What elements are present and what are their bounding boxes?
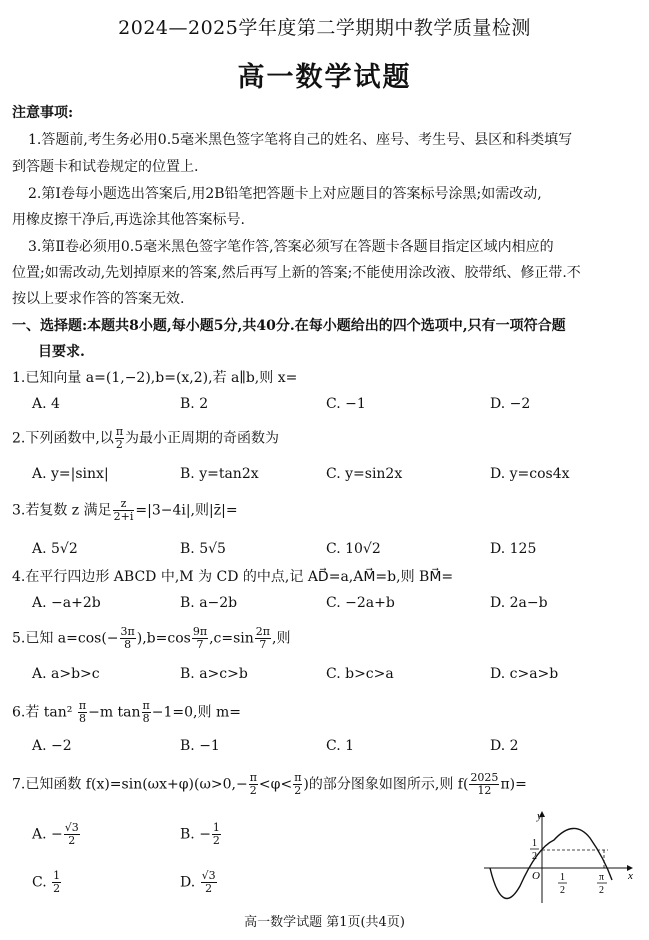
q1-option-c: C. −1 <box>326 396 366 412</box>
q1-option-b: B. 2 <box>180 396 209 412</box>
notes-heading: 注意事项: <box>12 105 74 121</box>
q4-option-b: B. a−2b <box>180 595 238 611</box>
section-1-heading-cont: 目要求. <box>38 344 85 360</box>
q7-function-graph <box>482 808 642 906</box>
q3-option-b: B. 5√5 <box>180 541 226 557</box>
q2-option-b: B. y=tan2x <box>180 466 259 482</box>
q2-option-a: A. y=|sinx| <box>32 466 109 482</box>
q4-stem: 4.在平行四边形 ABCD 中,M 为 CD 的中点,记 AD⃗=a,AM⃗=b,则 BM⃗= <box>12 569 454 585</box>
q6-option-a: A. −2 <box>32 738 72 754</box>
q1-option-a: A. 4 <box>32 396 60 412</box>
q4-option-a: A. −a+2b <box>32 595 101 611</box>
q5-stem: 5.已知 a=cos(− $\frac{3\pi}{8}$ ),b=cos $\frac{9\pi}{7}$ ,c=sin $\frac{2\pi}{7}$ ,则 <box>12 625 291 651</box>
x-tick1-den: 2 <box>560 885 565 896</box>
exam-title: 2024—2025学年度第二学期期中教学质量检测 <box>118 17 531 39</box>
q5-option-c: C. b>c>a <box>326 666 394 682</box>
q7-option-d: D. $\frac{√3}{2}$ <box>180 869 216 895</box>
note-2-line-2: 用橡皮擦干净后,再选涂其他答案标号. <box>12 212 245 228</box>
q3-option-c: C. 10√2 <box>326 541 381 557</box>
y-axis-label: y <box>537 810 542 822</box>
q7-stem: 7.已知函数 f(x)=sin(ωx+φ)(ω>0,− $\frac{\pi}{2}$ <φ< $\frac{\pi}{2}$ )的部分图象如图所示,则 f( $\frac{2025}{12}$ π)= <box>12 771 527 797</box>
q4-option-d: D. 2a−b <box>490 595 548 611</box>
q7-option-b: B. − $\frac{1}{2}$ <box>180 821 220 847</box>
q2-frac: $\frac{\pi}{2}$ <box>115 425 124 451</box>
q1-option-d: D. −2 <box>490 396 531 412</box>
q3-option-d: D. 125 <box>490 541 537 557</box>
subject-title: 高一数学试题 <box>237 62 412 93</box>
q7-option-a: A. − $\frac{√3}{2}$ <box>32 821 79 847</box>
origin-label: O <box>532 870 540 882</box>
note-1-line-1: 1.答题前,考生务必用0.5毫米黑色签字笔将自己的姓名、座号、考生号、县区和科类填写 <box>28 132 573 148</box>
q5-option-d: D. c>a>b <box>490 666 559 682</box>
y-tick-den: 2 <box>532 851 537 862</box>
note-3-line-1: 3.第Ⅱ卷必须用0.5毫米黑色签字笔作答,答案必须写在答题卡各题目指定区域内相应的 <box>28 239 554 255</box>
q6-stem: 6.若 tan² $\frac{\pi}{8}$ −m tan $\frac{\pi}{8}$ −1=0,则 m= <box>12 699 241 725</box>
q4-option-c: C. −2a+b <box>326 595 395 611</box>
q6-option-b: B. −1 <box>180 738 220 754</box>
x-tick2-den: 2 <box>599 885 604 896</box>
note-2-line-1: 2.第Ⅰ卷每小题选出答案后,用2B铅笔把答题卡上对应题目的答案标号涂黑;如需改动, <box>28 186 542 202</box>
q2-option-d: D. y=cos4x <box>490 466 570 482</box>
section-1-heading: 一、选择题:本题共8小题,每小题5分,共40分.在每小题给出的四个选项中,只有一项符合题 <box>12 318 566 334</box>
x-axis-label: x <box>628 870 633 882</box>
x-tick1-num: 1 <box>560 872 565 883</box>
x-tick2-num: π <box>599 872 605 883</box>
q2-stem: 2.下列函数中,以 $\frac{\pi}{2}$ 为最小正周期的奇函数为 <box>12 425 280 451</box>
note-3-line-2: 位置;如需改动,先划掉原来的答案,然后再写上新的答案;不能使用涂改液、胶带纸、修正带.不 <box>12 265 581 281</box>
q5-option-b: B. a>c>b <box>180 666 248 682</box>
y-tick-num: 1 <box>532 838 537 849</box>
q3-stem: 3.若复数 z 满足 $\frac{z}{2+i}$ =|3−4i|,则|z̄|= <box>12 497 238 523</box>
sine-curve <box>490 828 612 898</box>
q5-option-a: A. a>b>c <box>32 666 100 682</box>
q1-stem: 1.已知向量 a=(1,−2),b=(x,2),若 a∥b,则 x= <box>12 370 298 386</box>
q6-option-c: C. 1 <box>326 738 355 754</box>
q3-frac: $\frac{z}{2+i}$ <box>113 497 134 523</box>
note-3-line-3: 按以上要求作答的答案无效. <box>12 291 185 307</box>
q7-option-c: C. $\frac{1}{2}$ <box>32 869 61 895</box>
q3-option-a: A. 5√2 <box>32 541 78 557</box>
q2-option-c: C. y=sin2x <box>326 466 403 482</box>
page-footer: 高一数学试题 第1页(共4页) <box>244 915 405 930</box>
q6-option-d: D. 2 <box>490 738 519 754</box>
note-1-line-2: 到答题卡和试卷规定的位置上. <box>12 159 199 175</box>
